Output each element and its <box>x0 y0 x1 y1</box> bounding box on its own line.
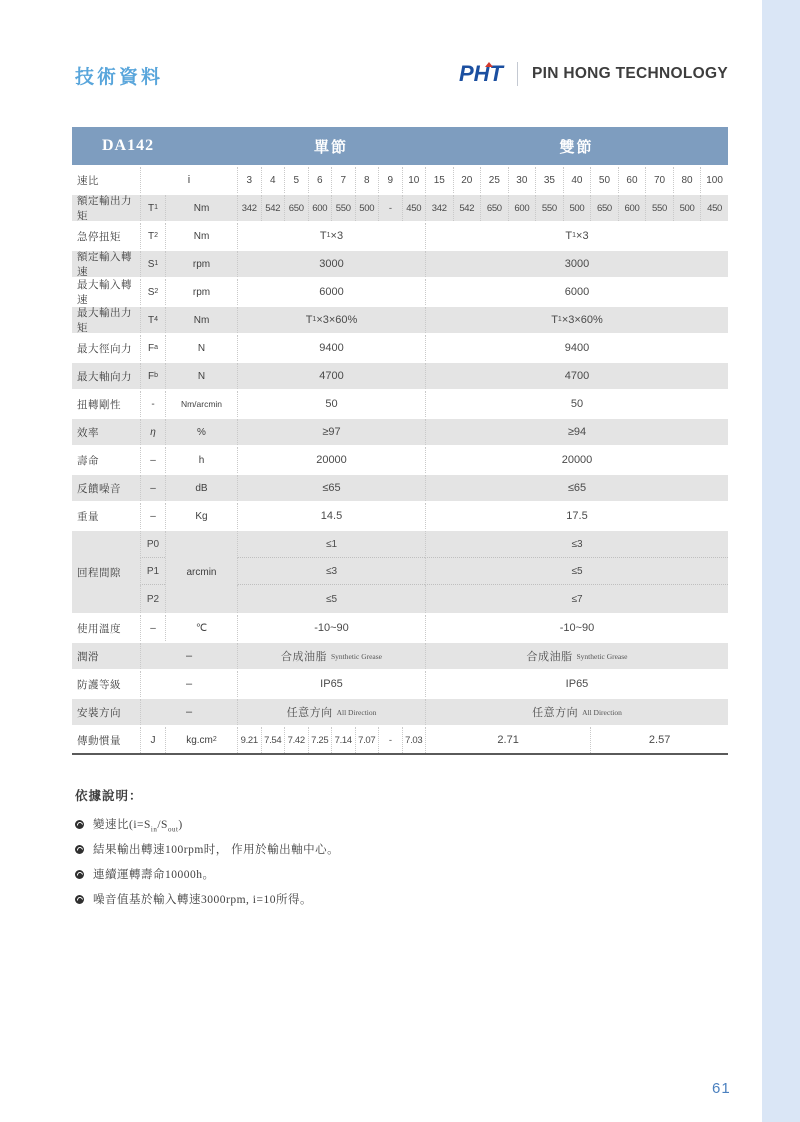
param-label: 扭轉剛性 <box>77 399 121 411</box>
param-symbol: T 2 <box>140 223 165 249</box>
ratio-cell: 80 <box>673 167 701 193</box>
inertia-cell: 7.25 <box>308 727 332 753</box>
backlash-block <box>72 531 728 613</box>
value-double: ≤65 <box>425 475 728 501</box>
param-unit: Nm <box>165 195 237 221</box>
note-item <box>75 891 635 907</box>
torque-cell: 500 <box>563 195 591 221</box>
param-symbol: – <box>140 503 165 529</box>
value-double: 20000 <box>425 447 728 473</box>
inertia-double-right: 2.57 <box>590 727 728 753</box>
param-symbol: i <box>140 167 237 193</box>
param-symbol: S 1 <box>140 251 165 277</box>
spec-row <box>72 223 728 249</box>
value-double: 3000 <box>425 251 728 277</box>
backlash-value-double: ≤3 <box>425 531 728 558</box>
spec-row <box>72 503 728 529</box>
value-double: -10~90 <box>425 615 728 641</box>
param-symbol: – <box>140 447 165 473</box>
param-symbol: J <box>140 727 165 753</box>
ratio-cell: 8 <box>355 167 379 193</box>
brand-name: PIN HONG TECHNOLOGY <box>531 65 728 82</box>
table-header-row <box>72 127 728 165</box>
value-double: 合成油脂 Synthetic Grease <box>425 643 728 669</box>
note-bullet-icon <box>75 845 84 854</box>
spec-row <box>72 251 728 277</box>
param-label: 最大輸入轉速 <box>77 280 132 306</box>
inertia-cell: - <box>378 727 402 753</box>
ratio-cell: 60 <box>618 167 646 193</box>
param-symbol: – <box>140 699 237 725</box>
spec-table <box>72 127 728 755</box>
backlash-grade: P2 <box>140 585 165 613</box>
param-label: 壽命 <box>77 455 99 467</box>
note-item <box>75 816 635 832</box>
value-single: 任意方向 All Direction <box>237 699 425 725</box>
value-single: T 1 ×3 <box>237 223 425 249</box>
spec-row <box>72 307 728 333</box>
backlash-value-single: ≤5 <box>237 585 425 613</box>
param-label: 潤滑 <box>77 651 99 663</box>
right-side-strip <box>762 0 800 1122</box>
value-single: IP65 <box>237 671 425 697</box>
spec-row <box>72 279 728 305</box>
torque-cell: 450 <box>700 195 728 221</box>
backlash-value-single: ≤3 <box>237 558 425 585</box>
spec-row <box>72 671 728 697</box>
value-double: T 1 ×3 <box>425 223 728 249</box>
torque-cell: 650 <box>284 195 308 221</box>
ratio-cell: 7 <box>331 167 355 193</box>
value-single: 合成油脂 Synthetic Grease <box>237 643 425 669</box>
value-single: 14.5 <box>237 503 425 529</box>
param-label: 速比 <box>77 175 99 187</box>
value-double: T 1 ×3×60% <box>425 307 728 333</box>
value-single: 20000 <box>237 447 425 473</box>
spec-row <box>72 391 728 417</box>
torque-cell: 542 <box>453 195 481 221</box>
param-label: 重量 <box>77 511 99 523</box>
spec-row <box>72 475 728 501</box>
brand-header <box>459 58 728 90</box>
param-label: 最大輸出力矩 <box>77 308 132 334</box>
backlash-value-double: ≤5 <box>425 558 728 585</box>
param-symbol: – <box>140 671 237 697</box>
note-text: 變速比$(i=S_{in}/S_{out})$ <box>93 819 183 834</box>
param-unit: rpm <box>165 251 237 277</box>
param-label: 傳動慣量 <box>77 735 121 747</box>
param-unit: Nm <box>165 307 237 333</box>
inertia-cell: 9.21 <box>237 727 261 753</box>
pht-logo <box>459 61 503 87</box>
torque-cell: 650 <box>590 195 618 221</box>
ratio-row <box>72 167 728 193</box>
param-symbol: F a <box>140 335 165 361</box>
param-unit: kg.cm 2 <box>165 727 237 753</box>
param-unit: N <box>165 335 237 361</box>
param-symbol: - <box>140 391 165 417</box>
brand-separator <box>517 62 518 86</box>
param-unit: % <box>165 419 237 445</box>
inertia-cell: 7.54 <box>261 727 285 753</box>
model-cell: DA142 <box>102 137 155 154</box>
ratio-cell: 15 <box>425 167 453 193</box>
inertia-cell: 7.14 <box>331 727 355 753</box>
ratio-cell: 6 <box>308 167 332 193</box>
ratio-cell: 20 <box>453 167 481 193</box>
value-double: 任意方向 All Direction <box>425 699 728 725</box>
ratio-cell: 35 <box>535 167 563 193</box>
inertia-cell: 7.42 <box>284 727 308 753</box>
param-label: 反饋噪音 <box>77 483 121 495</box>
param-symbol: – <box>140 475 165 501</box>
page-title: 技術資料 <box>75 67 164 88</box>
ratio-cell: 3 <box>237 167 261 193</box>
section-single-header: 單節 <box>313 139 348 156</box>
spec-row <box>72 335 728 361</box>
param-unit: h <box>165 447 237 473</box>
param-symbol: T 1 <box>140 195 165 221</box>
logo-accent-icon <box>485 62 493 67</box>
value-double: 50 <box>425 391 728 417</box>
param-unit: Nm/arcmin <box>165 391 237 417</box>
param-label: 最大徑向力 <box>77 343 132 355</box>
ratio-cell: 10 <box>402 167 426 193</box>
param-label: 最大軸向力 <box>77 371 132 383</box>
note-text: 噪音值基於輸入轉速3000rpm, i=10所得。 <box>93 894 312 906</box>
value-single: 6000 <box>237 279 425 305</box>
backlash-value-double: ≤7 <box>425 585 728 613</box>
spec-row <box>72 615 728 641</box>
inertia-cell: 7.07 <box>355 727 379 753</box>
note-bullet-icon <box>75 820 84 829</box>
ratio-cell: 4 <box>261 167 285 193</box>
torque-cell: 500 <box>355 195 379 221</box>
torque-cell: 342 <box>237 195 261 221</box>
ratio-cell: 25 <box>480 167 508 193</box>
note-text: 連續運轉壽命10000h。 <box>93 869 215 881</box>
ratio-cell: 40 <box>563 167 591 193</box>
torque-cell: 600 <box>508 195 536 221</box>
torque-cell: 650 <box>480 195 508 221</box>
param-label: 使用溫度 <box>77 623 121 635</box>
torque-cell: 550 <box>645 195 673 221</box>
value-double: IP65 <box>425 671 728 697</box>
page-number: 61 <box>712 1080 731 1097</box>
value-single: 9400 <box>237 335 425 361</box>
param-unit: rpm <box>165 279 237 305</box>
torque-cell: 600 <box>308 195 332 221</box>
param-symbol: η <box>140 419 165 445</box>
backlash-value-single: ≤1 <box>237 531 425 558</box>
ratio-cell: 100 <box>700 167 728 193</box>
torque-cell: 550 <box>331 195 355 221</box>
note-bullet-icon <box>75 870 84 879</box>
param-unit: dB <box>165 475 237 501</box>
value-single: ≤65 <box>237 475 425 501</box>
value-single: 4700 <box>237 363 425 389</box>
ratio-cell: 70 <box>645 167 673 193</box>
param-label: 安裝方向 <box>77 707 121 719</box>
torque-cell: - <box>378 195 402 221</box>
inertia-double-left: 2.71 <box>425 727 590 753</box>
value-single: ≥97 <box>237 419 425 445</box>
torque-cell: 450 <box>402 195 426 221</box>
notes-heading: 依據說明： <box>75 789 143 803</box>
torque-cell: 342 <box>425 195 453 221</box>
value-single: T 1 ×3×60% <box>237 307 425 333</box>
value-double: 6000 <box>425 279 728 305</box>
output-torque-row <box>72 195 728 221</box>
backlash-grade: P0 <box>140 531 165 558</box>
pht-logo-text: PHT <box>458 61 503 86</box>
note-item <box>75 866 635 882</box>
ratio-cell: 50 <box>590 167 618 193</box>
torque-cell: 500 <box>673 195 701 221</box>
spec-row <box>72 643 728 669</box>
notes-section <box>75 786 635 916</box>
torque-cell: 600 <box>618 195 646 221</box>
value-single: 50 <box>237 391 425 417</box>
value-single: 3000 <box>237 251 425 277</box>
value-double: 9400 <box>425 335 728 361</box>
inertia-cell: 7.03 <box>402 727 426 753</box>
param-unit: ℃ <box>165 615 237 641</box>
spec-row <box>72 419 728 445</box>
param-symbol: – <box>140 643 237 669</box>
note-item <box>75 841 635 857</box>
note-bullet-icon <box>75 895 84 904</box>
section-double-header: 雙節 <box>559 139 594 156</box>
value-single: -10~90 <box>237 615 425 641</box>
value-double: 4700 <box>425 363 728 389</box>
param-label: 回程間隙 <box>77 567 121 579</box>
param-unit: Kg <box>165 503 237 529</box>
spec-row <box>72 699 728 725</box>
param-unit: Nm <box>165 223 237 249</box>
ratio-cell: 9 <box>378 167 402 193</box>
param-label: 急停扭矩 <box>77 231 121 243</box>
param-symbol: – <box>140 615 165 641</box>
ratio-cell: 30 <box>508 167 536 193</box>
value-double: ≥94 <box>425 419 728 445</box>
param-symbol: T 4 <box>140 307 165 333</box>
inertia-row <box>72 727 728 753</box>
spec-row <box>72 447 728 473</box>
param-unit: arcmin <box>165 531 237 613</box>
param-label: 防護等級 <box>77 679 121 691</box>
note-text: 結果輸出轉速100rpm时， 作用於輸出軸中心。 <box>93 844 340 856</box>
spec-row <box>72 363 728 389</box>
param-label: 額定輸入轉速 <box>77 252 132 278</box>
torque-cell: 542 <box>261 195 285 221</box>
value-double: 17.5 <box>425 503 728 529</box>
ratio-cell: 5 <box>284 167 308 193</box>
param-unit: N <box>165 363 237 389</box>
param-label: 額定輸出力矩 <box>77 196 132 222</box>
torque-cell: 550 <box>535 195 563 221</box>
param-symbol: S 2 <box>140 279 165 305</box>
backlash-grade: P1 <box>140 558 165 585</box>
param-label: 效率 <box>77 427 99 439</box>
param-symbol: F b <box>140 363 165 389</box>
